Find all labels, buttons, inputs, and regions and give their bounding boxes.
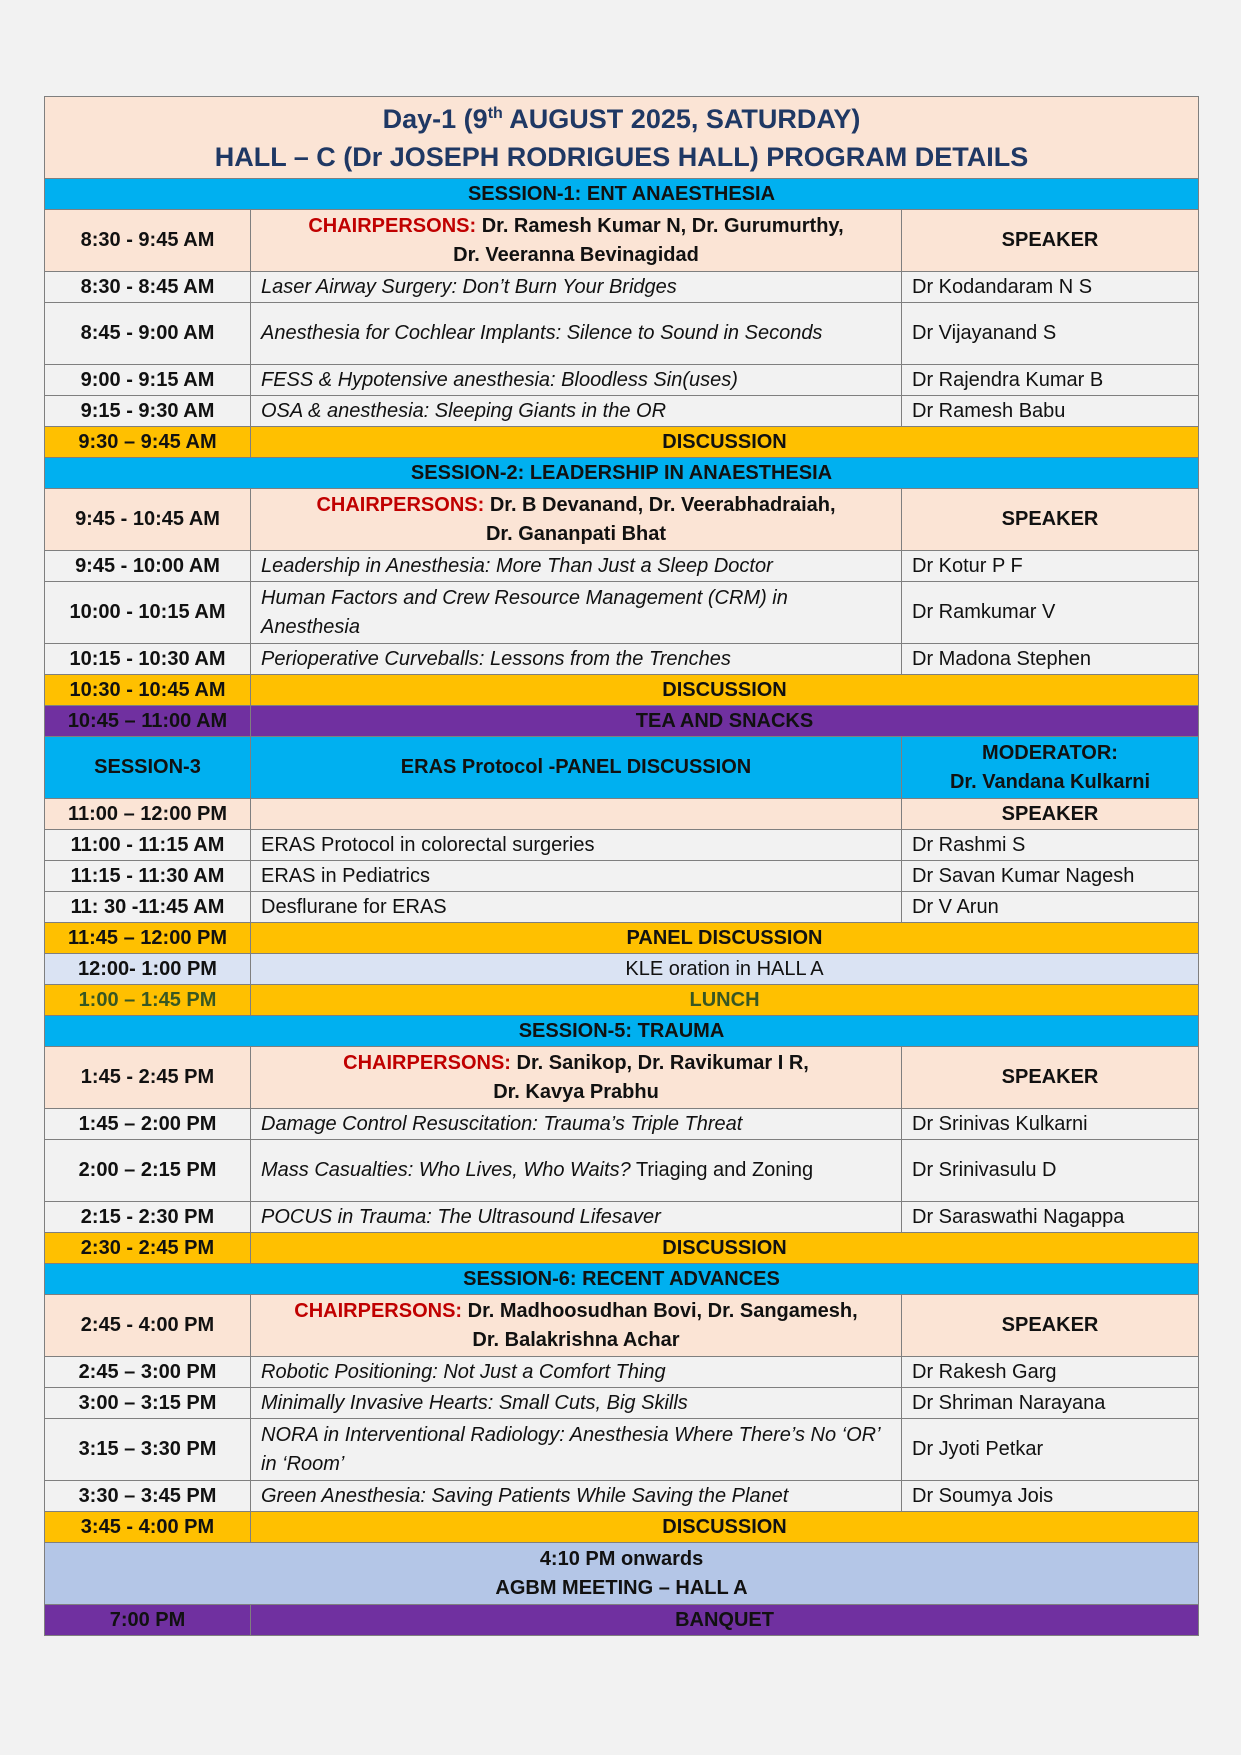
table-row: 8:30 - 8:45 AM Laser Airway Surgery: Don’t Burn Your Bridges Dr Kodandaram N S	[45, 272, 1199, 303]
table-row: 11:00 - 11:15 AM ERAS Protocol in colorectal surgeries Dr Rashmi S	[45, 830, 1199, 861]
table-row: 2:00 – 2:15 PM Mass Casualties: Who Lives, Who Waits? Triaging and Zoning Dr Srinivasulu D	[45, 1140, 1199, 1202]
chair-row: 11:00 – 12:00 PM SPEAKER	[45, 799, 1199, 830]
session-header: SESSION-1: ENT ANAESTHESIA	[45, 179, 1199, 210]
session-header: SESSION-2: LEADERSHIP IN ANAESTHESIA	[45, 458, 1199, 489]
program-table	[44, 96, 1199, 1636]
table-row: 2:45 – 3:00 PM Robotic Positioning: Not Just a Comfort Thing Dr Rakesh Garg	[45, 1357, 1199, 1388]
table-row: 11: 30 -11:45 AM Desflurane for ERAS Dr V Arun	[45, 892, 1199, 923]
discussion-row: 3:45 - 4:00 PM DISCUSSION	[45, 1512, 1199, 1543]
table-row: 9:00 - 9:15 AM FESS & Hypotensive anesthesia: Bloodless Sin(uses) Dr Rajendra Kumar B	[45, 365, 1199, 396]
table-row: 9:15 - 9:30 AM OSA & anesthesia: Sleeping Giants in the OR Dr Ramesh Babu	[45, 396, 1199, 427]
chairpersons: CHAIRPERSONS: Dr. Sanikop, Dr. Ravikumar I R, Dr. Kavya Prabhu	[251, 1047, 902, 1109]
discussion-row: 10:30 - 10:45 AM DISCUSSION	[45, 675, 1199, 706]
table-row: 8:45 - 9:00 AM Anesthesia for Cochlear Implants: Silence to Sound in Seconds Dr Vijayanand S	[45, 303, 1199, 365]
table-row: 10:00 - 10:15 AM Human Factors and Crew Resource Management (CRM) in Anesthesia Dr Ramkumar V	[45, 582, 1199, 644]
lunch-row: 1:00 – 1:45 PM LUNCH	[45, 985, 1199, 1016]
table-row: 3:30 – 3:45 PM Green Anesthesia: Saving Patients While Saving the Planet Dr Soumya Jois	[45, 1481, 1199, 1512]
table-row: 2:15 - 2:30 PM POCUS in Trauma: The Ultrasound Lifesaver Dr Saraswathi Nagappa	[45, 1202, 1199, 1233]
table-row: 1:45 – 2:00 PM Damage Control Resuscitation: Trauma’s Triple Threat Dr Srinivas Kulkarni	[45, 1109, 1199, 1140]
chair-row: 1:45 - 2:45 PM CHAIRPERSONS: Dr. Sanikop, Dr. Ravikumar I R, Dr. Kavya Prabhu SPEAKER	[45, 1047, 1199, 1109]
session-header: SESSION-5: TRAUMA	[45, 1016, 1199, 1047]
moderator: MODERATOR: Dr. Vandana Kulkarni	[902, 737, 1199, 799]
table-row: 3:00 – 3:15 PM Minimally Invasive Hearts: Small Cuts, Big Skills Dr Shriman Narayana	[45, 1388, 1199, 1419]
discussion-row: 11:45 – 12:00 PM PANEL DISCUSSION	[45, 923, 1199, 954]
title-row	[45, 97, 1199, 179]
tea-row: 10:45 – 11:00 AM TEA AND SNACKS	[45, 706, 1199, 737]
page-subtitle: HALL – C (Dr JOSEPH RODRIGUES HALL) PROGRAM DETAILS	[214, 141, 1029, 172]
discussion-row: 2:30 - 2:45 PM DISCUSSION	[45, 1233, 1199, 1264]
table-row: 10:15 - 10:30 AM Perioperative Curveballs: Lessons from the Trenches Dr Madona Stephen	[45, 644, 1199, 675]
table-row: 3:15 – 3:30 PM NORA in Interventional Radiology: Anesthesia Where There’s No ‘OR’ in ‘Room’ Dr Jyoti Petkar	[45, 1419, 1199, 1481]
discussion-row: 9:30 – 9:45 AM DISCUSSION	[45, 427, 1199, 458]
session-header: SESSION-6: RECENT ADVANCES	[45, 1264, 1199, 1295]
table-row: 11:15 - 11:30 AM ERAS in Pediatrics Dr Savan Kumar Nagesh	[45, 861, 1199, 892]
chair-row: 2:45 - 4:00 PM CHAIRPERSONS: Dr. Madhoosudhan Bovi, Dr. Sangamesh, Dr. Balakrishna Achar SPEAKER	[45, 1295, 1199, 1357]
chairpersons: CHAIRPERSONS: Dr. Madhoosudhan Bovi, Dr. Sangamesh, Dr. Balakrishna Achar	[251, 1295, 902, 1357]
page-title: Day-1 (9th AUGUST 2025, SATURDAY)	[382, 103, 861, 134]
chair-row: 9:45 - 10:45 AM CHAIRPERSONS: Dr. B Devanand, Dr. Veerabhadraiah, Dr. Gananpati Bhat SPEAKER	[45, 489, 1199, 551]
agbm-row: 4:10 PM onwards AGBM MEETING – HALL A	[45, 1543, 1199, 1605]
banquet-row: 7:00 PM BANQUET	[45, 1605, 1199, 1636]
chairpersons: CHAIRPERSONS: Dr. B Devanand, Dr. Veerabhadraiah, Dr. Gananpati Bhat	[251, 489, 902, 551]
chair-row: 8:30 - 9:45 AM CHAIRPERSONS: Dr. Ramesh Kumar N, Dr. Gurumurthy, Dr. Veeranna Bevinagidad SPEAKER	[45, 210, 1199, 272]
table-row: 9:45 - 10:00 AM Leadership in Anesthesia: More Than Just a Sleep Doctor Dr Kotur P F	[45, 551, 1199, 582]
kle-row: 12:00- 1:00 PM KLE oration in HALL A	[45, 954, 1199, 985]
session-header: SESSION-3 ERAS Protocol -PANEL DISCUSSION MODERATOR: Dr. Vandana Kulkarni	[45, 737, 1199, 799]
chairpersons: CHAIRPERSONS: Dr. Ramesh Kumar N, Dr. Gurumurthy, Dr. Veeranna Bevinagidad	[251, 210, 902, 272]
